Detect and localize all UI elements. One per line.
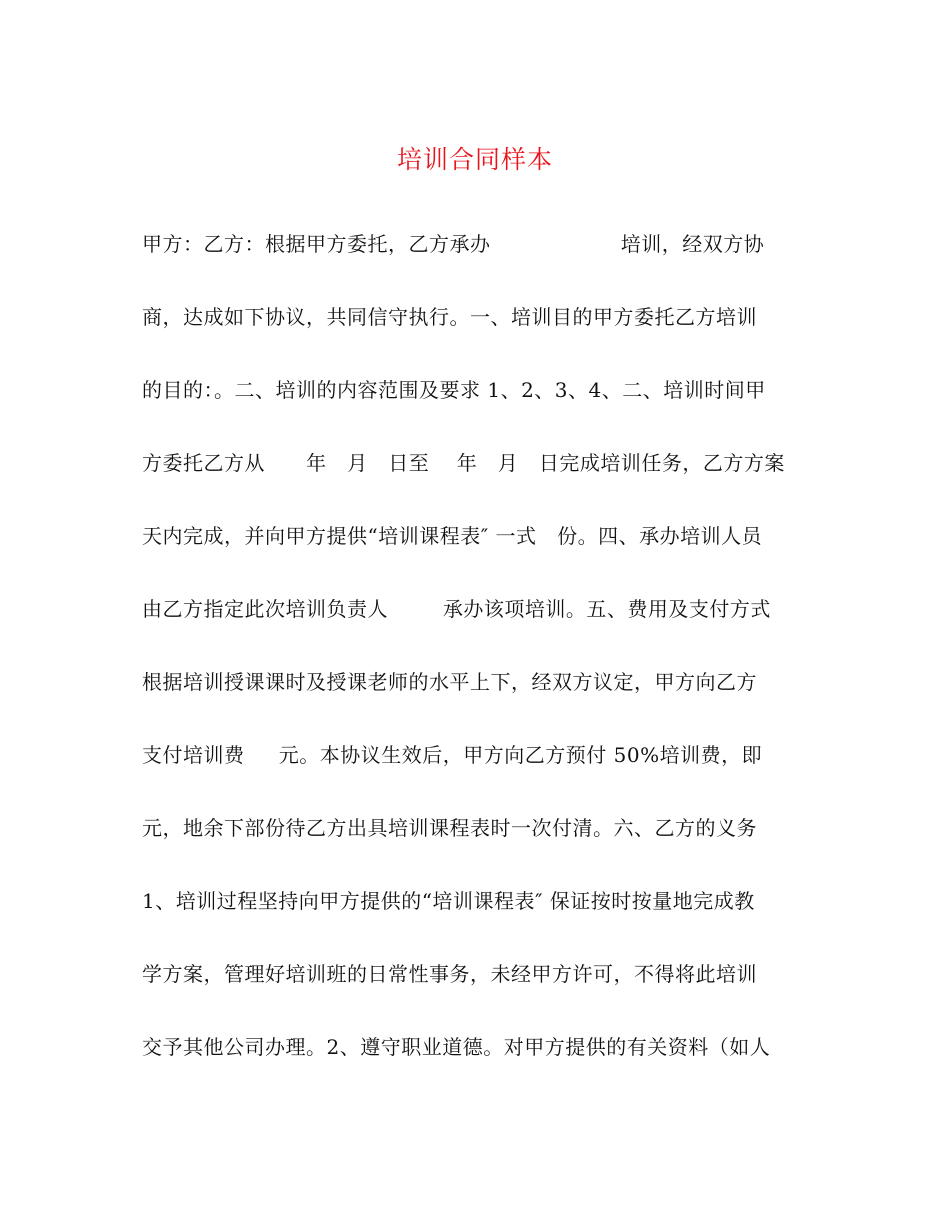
body-line-1: 甲方：乙方：根据甲方委托，乙方承办 培训，经双方协 [142,232,765,256]
body-line-3: 的目的：。二、培训的内容范围及要求 1、2、3、4、二、培训时间甲 [142,378,766,402]
body-line-9: 元，地余下部份待乙方出具培训课程表时一次付清。六、乙方的义务 [142,816,757,840]
document-title: 培训合同样本 [396,145,553,174]
body-line-10: 1、培训过程坚持向甲方提供的“培训课程表″ 保证按时按量地完成教 [142,889,755,913]
body-line-6: 由乙方指定此次培训负责人 承办该项培训。五、费用及支付方式 [142,597,771,621]
body-line-12: 交予其他公司办理。2、遵守职业道德。对甲方提供的有关资料（如人 [142,1035,771,1059]
body-line-11: 学方案，管理好培训班的日常性事务，未经甲方许可，不得将此培训 [142,962,757,986]
body-line-8: 支付培训费 元。本协议生效后，甲方向乙方预付 50%培训费，即 [142,743,763,767]
body-line-4: 方委托乙方从 年 月 日至 年 月 日完成培训任务，乙方方案 [142,451,785,475]
body-line-2: 商，达成如下协议，共同信守执行。一、培训目的甲方委托乙方培训 [142,305,757,329]
body-line-7: 根据培训授课课时及授课老师的水平上下，经双方议定，甲方向乙方 [142,670,757,694]
body-line-5: 天内完成，并向甲方提供“培训课程表″ 一式 份。四、承办培训人员 [142,524,763,548]
